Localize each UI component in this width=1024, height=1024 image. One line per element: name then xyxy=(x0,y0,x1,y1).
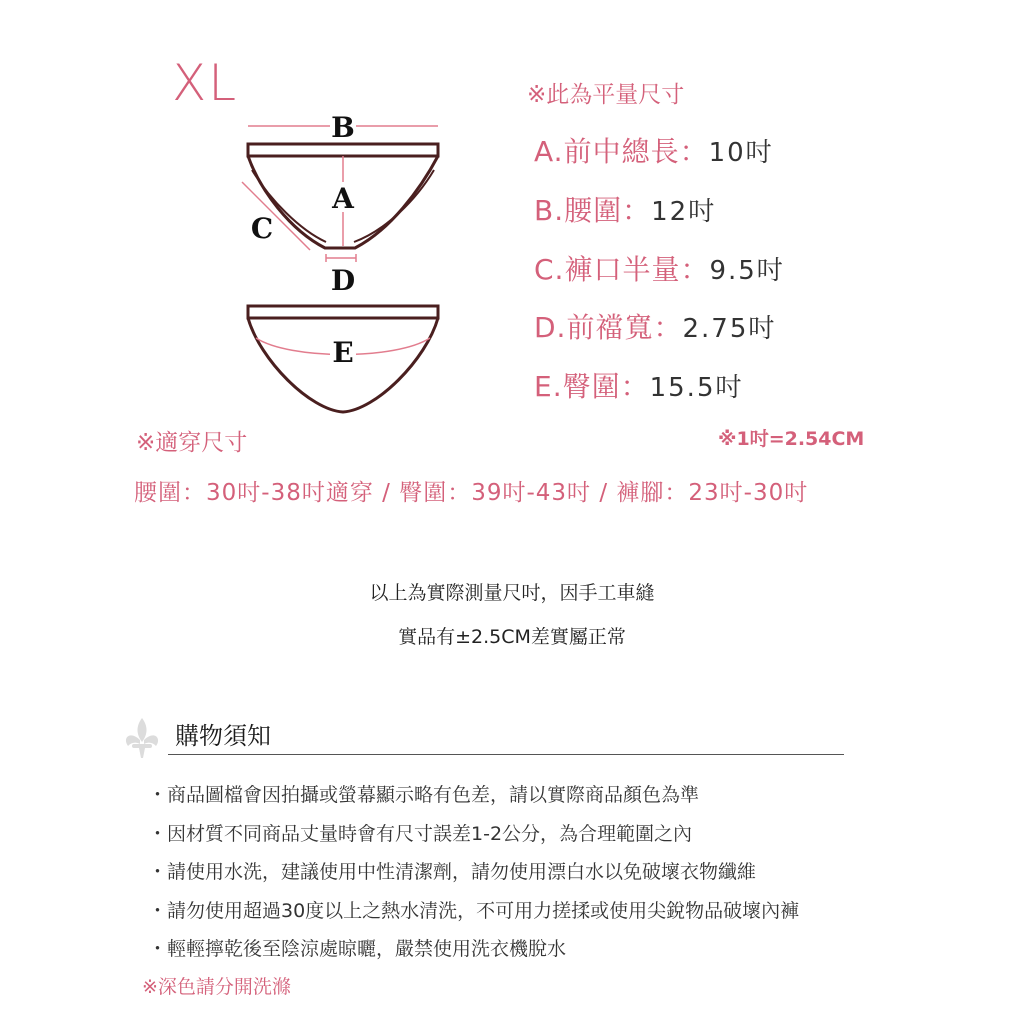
notice-item: ・商品圖檔會因拍攝或螢幕顯示略有色差，請以實際商品顏色為準 xyxy=(148,784,700,806)
fit-size-title: ※適穿尺寸 xyxy=(136,430,248,456)
measurement-b xyxy=(534,189,716,229)
inch-conversion-note: ※1吋=2.54CM xyxy=(718,428,865,450)
notice-item: ・請勿使用超過30度以上之熱水清洗，不可用力搓揉或使用尖銳物品破壞內褲 xyxy=(148,900,800,922)
label-e: E xyxy=(332,336,354,369)
fit-size-line: 腰圍：30吋-38吋適穿 / 臀圍：39吋-43吋 / 褲腳：23吋-30吋 xyxy=(134,480,809,506)
waistband-front xyxy=(248,144,438,156)
size-label: XL xyxy=(172,54,239,112)
measure-note-line-1: 以上為實際測量尺吋，因手工車縫 xyxy=(369,582,655,604)
measurement-c-label: C.褲口半量： xyxy=(534,253,710,286)
label-a: A xyxy=(332,182,354,215)
measurement-e-value: 15.5吋 xyxy=(649,373,744,403)
notice-item: ・因材質不同商品丈量時會有尺寸誤差1-2公分，為合理範圍之內 xyxy=(148,823,693,845)
measurement-b-label: B.腰圍： xyxy=(534,194,652,227)
measurement-c-value: 9.5吋 xyxy=(709,256,785,286)
measurement-c xyxy=(534,248,785,288)
label-b: B xyxy=(331,111,355,144)
measurement-a-label: A.前中總長： xyxy=(534,135,709,168)
notice-item: ・輕輕擰乾後至陰涼處晾曬，嚴禁使用洗衣機脫水 xyxy=(148,938,567,960)
fleur-de-lis-icon xyxy=(122,716,162,762)
waistband-back xyxy=(248,306,438,318)
brief-diagram xyxy=(230,110,450,426)
flat-measure-note: ※此為平量尺寸 xyxy=(527,82,685,108)
measure-note-line-2: 實品有±2.5CM差實屬正常 xyxy=(398,626,626,648)
label-c: C xyxy=(250,212,274,245)
measurement-b-value: 12吋 xyxy=(651,197,717,227)
label-d: D xyxy=(330,264,356,297)
notice-item: ・請使用水洗，建議使用中性清潔劑，請勿使用漂白水以免破壞衣物纖維 xyxy=(148,861,757,883)
measurement-a-value: 10吋 xyxy=(708,138,774,168)
measurement-e-label: E.臀圍： xyxy=(534,370,650,403)
measurement-d xyxy=(534,306,776,346)
notice-title: 購物須知 xyxy=(175,722,271,750)
measurement-a xyxy=(534,130,774,170)
measurement-d-value: 2.75吋 xyxy=(682,314,777,344)
notice-divider xyxy=(168,754,844,755)
measurement-e xyxy=(534,365,744,405)
dark-color-wash-warning: ※深色請分開洗滌 xyxy=(142,976,291,998)
measurement-d-label: D.前襠寬： xyxy=(534,311,683,344)
